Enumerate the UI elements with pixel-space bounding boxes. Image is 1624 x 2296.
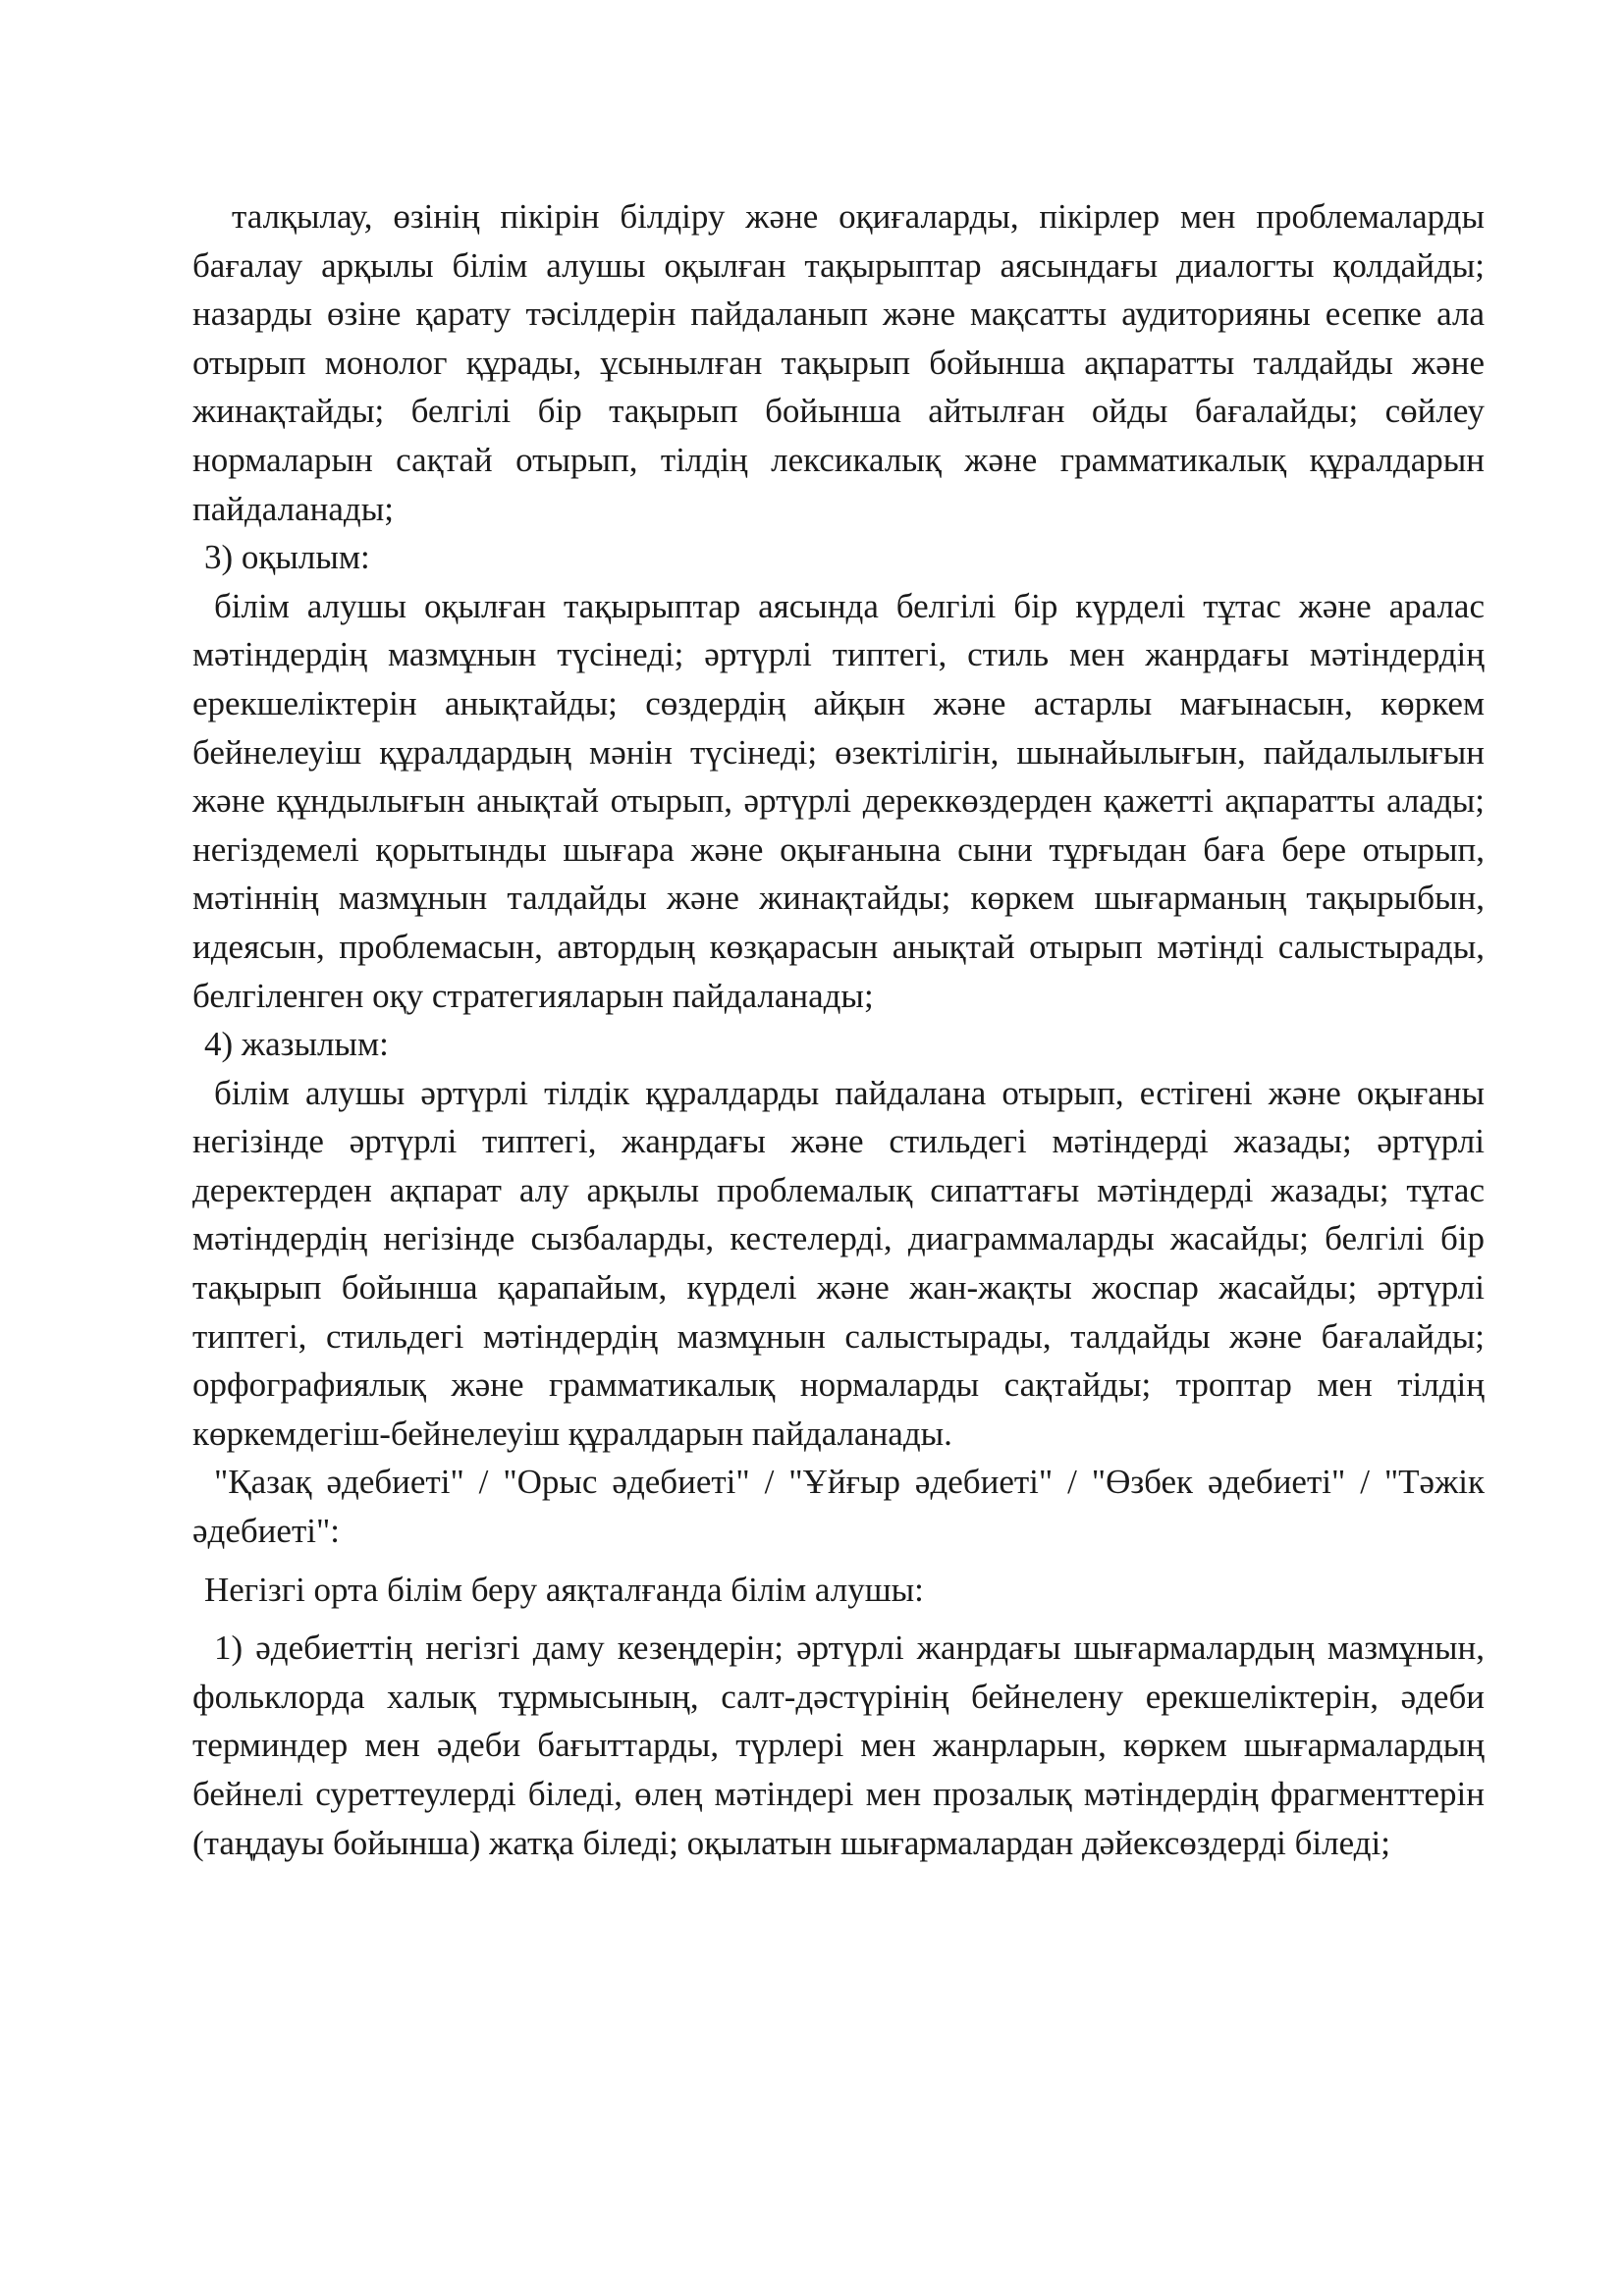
heading-writing: 4) жазылым: [204,1025,389,1064]
document-page [192,192,1485,1867]
paragraph-literature-subjects: "Қазақ әдебиеті" / "Орыс әдебиеті" / "Ұйғыр әдебиеті" / "Өзбек әдебиеті" / "Тәжік әдебиеті": [192,1463,1485,1551]
paragraph-reading: білім алушы оқылған тақырыптар аясында белгілі бір күрделі тұтас және аралас мәтіндердің мазмұнын түсінеді; әртүрлі типтегі, стиль мен жанрдағы мәтіндердің ерекшеліктерін анықтайды; сөздердің айқын және астарлы мағынасын, көркем бейнелеуіш құралдардың мәнін түсінеді; өзектілігін, шынайылығын, пайдалылығын және құндылығын анықтай отырып, әртүрлі дереккөздерден қажетті ақпаратты алады; негіздемелі қорытынды шығара және оқығанына сыни тұрғыдан баға бере отырып, мәтіннің мазмұнын талдайды және жинақтайды; көркем шығарманың тақырыбын, идеясын, проблемасын, автордың көзқарасын анықтай отырып мәтінді салыстырады, белгіленген оқу стратегияларын пайдаланады; [192,586,1485,1015]
heading-basic-secondary-education: Негізгі орта білім беру аяқталғанда білім алушы: [204,1570,924,1609]
paragraph-speaking-intro: талқылау, өзінің пікірін білдіру және оқиғаларды, пікірлер мен проблемаларды бағалау арқылы білім алушы оқылған тақырыптар аясындағы диалогты қолдайды; назарды өзіне қарату тәсілдерін пайдаланып және мақсатты аудиторияны есепке ала отырып монолог құрады, ұсынылған тақырып бойынша ақпаратты талдайды және жинақтайды; белгілі бір тақырып бойынша айтылған ойды бағалайды; сөйлеу нормаларын сақтай отырып, тілдің лексикалық және грамматикалық құралдарын пайдаланады; [192,197,1485,528]
paragraph-writing: білім алушы әртүрлі тілдік құралдарды пайдалана отырып, естігені және оқығаны негізінде әртүрлі типтегі, жанрдағы және стильдегі мәтіндерді жазады; әртүрлі деректерден ақпарат алу арқылы проблемалық сипаттағы мәтіндерді жазады; тұтас мәтіндердің негізінде сызбаларды, кестелерді, диаграммаларды жасайды; белгілі бір тақырып бойынша қарапайым, күрделі және жан-жақты жоспар жасайды; әртүрлі типтегі, стильдегі мәтіндердің мазмұнын салыстырады, талдайды және бағалайды; орфографиялық және грамматикалық нормаларды сақтайды; троптар мен тілдің көркемдегіш-бейнелеуіш құралдарын пайдаланады. [192,1073,1485,1453]
paragraph-literature-knowledge: 1) әдебиеттің негізгі даму кезеңдерін; әртүрлі жанрдағы шығармалардың мазмұнын, фольклорда халық тұрмысының, салт-дәстүрінің бейнелену ерекшеліктерін, әдеби терминдер мен әдеби бағыттарды, түрлері мен жанрларын, көркем шығармалардың бейнелі суреттеулерді біледі, өлең мәтіндері мен прозалық мәтіндердің фрагменттерін (таңдауы бойынша) жатқа біледі; оқылатын шығармалардан дәйексөздерді біледі; [192,1629,1485,1862]
heading-reading: 3) оқылым: [204,538,370,577]
